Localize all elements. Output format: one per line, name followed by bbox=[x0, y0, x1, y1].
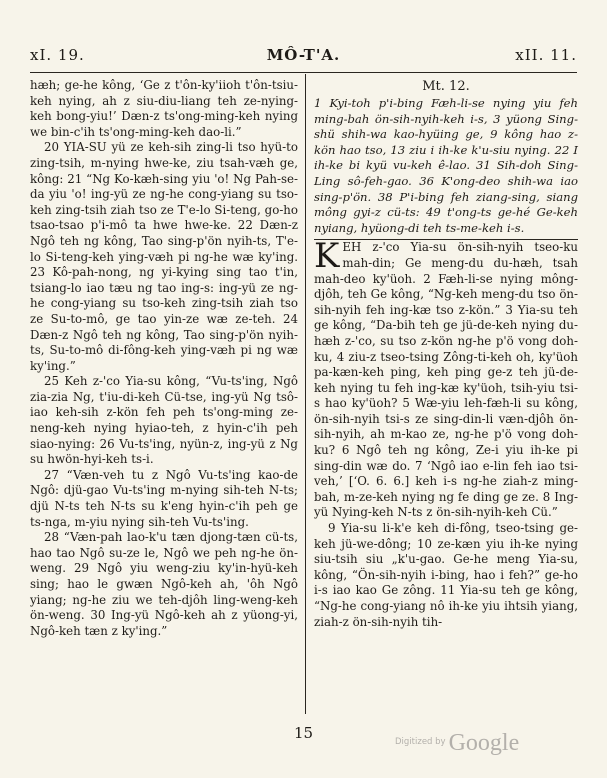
left-paragraph: 27 “Væn-veh tu z Ngô Vu-ts'ing kao-de Ngô: djü-gao Vu-ts'ing m-nying sih-teh N-ts; djü N-ts teh N-ts su k'eng hyin-c'ih peh ge ts-nga, m-yiu nying sih-teh Vu-ts'ing. bbox=[30, 467, 298, 529]
chapter-label: Mt. 12. bbox=[422, 79, 470, 94]
right-paragraph: 9 Yia-su li-k'e keh di-fông, tseo-tsing ge-keh jü-we-dông; 10 ze-kæn yiu ih-ke nying siu-tsih siu „k'u-gao. Ge-he meng Yia-su, kông, “Ön-sih-nyih i-bing, hao i feh?” ge-ho i-s iao kao Ge zông. 11 Yia-su teh ge kông, “Ng-he cong-yiang nô ih-ke yiu ihtsih yiang, ziah-z ön-sih-nyih tih- bbox=[314, 521, 578, 629]
left-paragraph: hæh; ge-he kông, ‘Ge z t'ôn-ky'iioh t'ôn-tsiu-keh nying, ah z siu-diu-liang teh ze-nying-keh bong-yiu!’ Dæn-z ts'ong-ming-keh nying we bin-c'ih ts'ong-ming-keh dao-li.” bbox=[30, 78, 298, 139]
left-paragraph: 20 YIA-SU yü ze keh-sih zing-li tso hyü-to zing-tsih, m-nying hwe-ke, ziu tsah-væh ge, kông: 21 “Ng Ko-kæh-sing yiu 'o! Ng Pah-se-da yiu 'o! ing-yü ze ng-he cong-yiang su tso-keh zing-tsih ziah tso ze T'e-lo Si-teng, go-ho tsao-tsao p'i-mô ta hwe hwe-ke. 22 Dæn-z Ngô teh ng kông, Tao sing-p'ön nyih-ts, T'e-lo Si-teng-keh ying-væh pi ng-he wæ ky'ing. 23 Kô-pah-nong, ng yi-kying sing tao t'in, tsiang-lo iao tæu ng tao ing-s: ing-yü ze ng-he cong-yiang su tso-keh zing-tsih ziah tso ze Su-to-mô, ge tao yin-ze wæ ze-teh. 24 Dæn-z Ngô teh ng kông, Tao sing-p'ön nyih-ts, Su-to-mô di-fông-keh ying-væh pi ng wæ ky'ing.” bbox=[30, 140, 298, 373]
left-column bbox=[30, 78, 298, 639]
watermark-small-text: Digitized by bbox=[395, 737, 446, 747]
digitized-by-google-watermark bbox=[395, 730, 519, 757]
right-column bbox=[314, 78, 578, 630]
drop-cap-initial: K bbox=[314, 236, 340, 277]
running-head-title: MÔ-T'A. bbox=[266, 46, 341, 64]
header-rule bbox=[30, 72, 577, 73]
left-paragraph: 28 “Væn-pah lao-k'u tæn djong-tæn cü-ts, hao tao Ngô su-ze le, Ngô we peh ng-he ön-weng. 29 Ngô yiu weng-ziu ky'in-hyü-keh sing; hao le gwæn Ngô-keh ah, 'ôh Ngô yiang; ng-he ziu we teh-djôh ling-weng-keh ön-weng. 30 Ing-yü Ngô-keh ah z yüong-yi, Ngô-keh tæn z ky'ing.” bbox=[30, 530, 298, 638]
running-head-right: xII. 11. bbox=[515, 46, 577, 64]
page-number: 15 bbox=[293, 724, 314, 742]
google-logo-text: Google bbox=[448, 730, 520, 756]
right-paragraph-text: EH z-'co Yia-su ön-sih-nyih tseo-ku mah-din; Ge meng-du du-hæh, tsah mah-deo ky'üoh. 2 Fæh-li-se nying mông-djôh, teh Ge kông, “Ng-keh meng-du tso ön-sih-nyih feh ing-kæ tso z-kön.” 3 Yia-su teh ge kông, “Da-bih teh ge jü-de-keh nying du-hæh z-'co, su tso z-kön ng-he p'ö vong doh-ku, 4 ziu-z tseo-tsing Zông-ti-keh oh, ky'üoh pa-kæn-keh ping, keh ping ge-z teh jü-de-keh nying tu feh ing-kæ ky'üoh, tsih-yiu tsi-s hao ky'üoh? 5 Wæ-yiu leh-fæh-li su kông, ön-sih-nyih tsi-s ze sing-din-li væn-djôh ön-sih-nyih, ah m-kao ze, ng-he p'ö vong doh-ku? 6 Ngô teh ng kông, Ze-i yiu ih-ke pi sing-din wæ do. 7 ‘Ngô iao e-lin feh iao tsi-veh,’ [‘O. 6. 6.] keh i-s ng-he ziah-z ming-bah, m-ze-keh nying ng fe ding ge ze. 8 Ing-yü Nying-keh N-ts z ön-sih-nyih-keh Cü.” bbox=[314, 240, 578, 520]
right-paragraph-first bbox=[314, 236, 578, 521]
running-head-left: xI. 19. bbox=[30, 46, 85, 64]
left-paragraph: 25 Keh z-'co Yia-su kông, “Vu-ts'ing, Ngô zia-zia Ng, t'iu-di-keh Cü-tse, ing-yü Ng tsô-iao keh-sih z-kön feh peh ts'ong-ming ze-neng-keh nying hyiao-teh, z hyin-c'ih peh siao-nying: 26 Vu-ts'ing, nyün-z, ing-yü z Ng su hwön-hyi-keh ts-i. bbox=[30, 374, 298, 467]
chapter-summary: 1 Kyi-toh p'i-bing Fæh-li-se nying yiu feh ming-bah ön-sih-nyih-keh i-s, 3 yüong Sing-shü shih-wa kao-hyüing ge, 9 kông hao z-kön hao tso, 13 ziu i ih-ke k'u-siu nying. 22 I ih-ke bi kyü vu-keh ê-lao. 31 Sih-doh Sing-Ling sô-feh-gao. 36 K'ong-deo shih-wa iao sing-p'ön. 38 P'i-bing feh ziang-sing, siang mông gyi-z cü-ts: 49 t'ong-ts ge-hé Ge-keh nyiang, hyüong-di teh ts-me-keh i-s. bbox=[314, 96, 578, 240]
column-divider bbox=[305, 74, 306, 714]
running-head bbox=[30, 46, 577, 68]
